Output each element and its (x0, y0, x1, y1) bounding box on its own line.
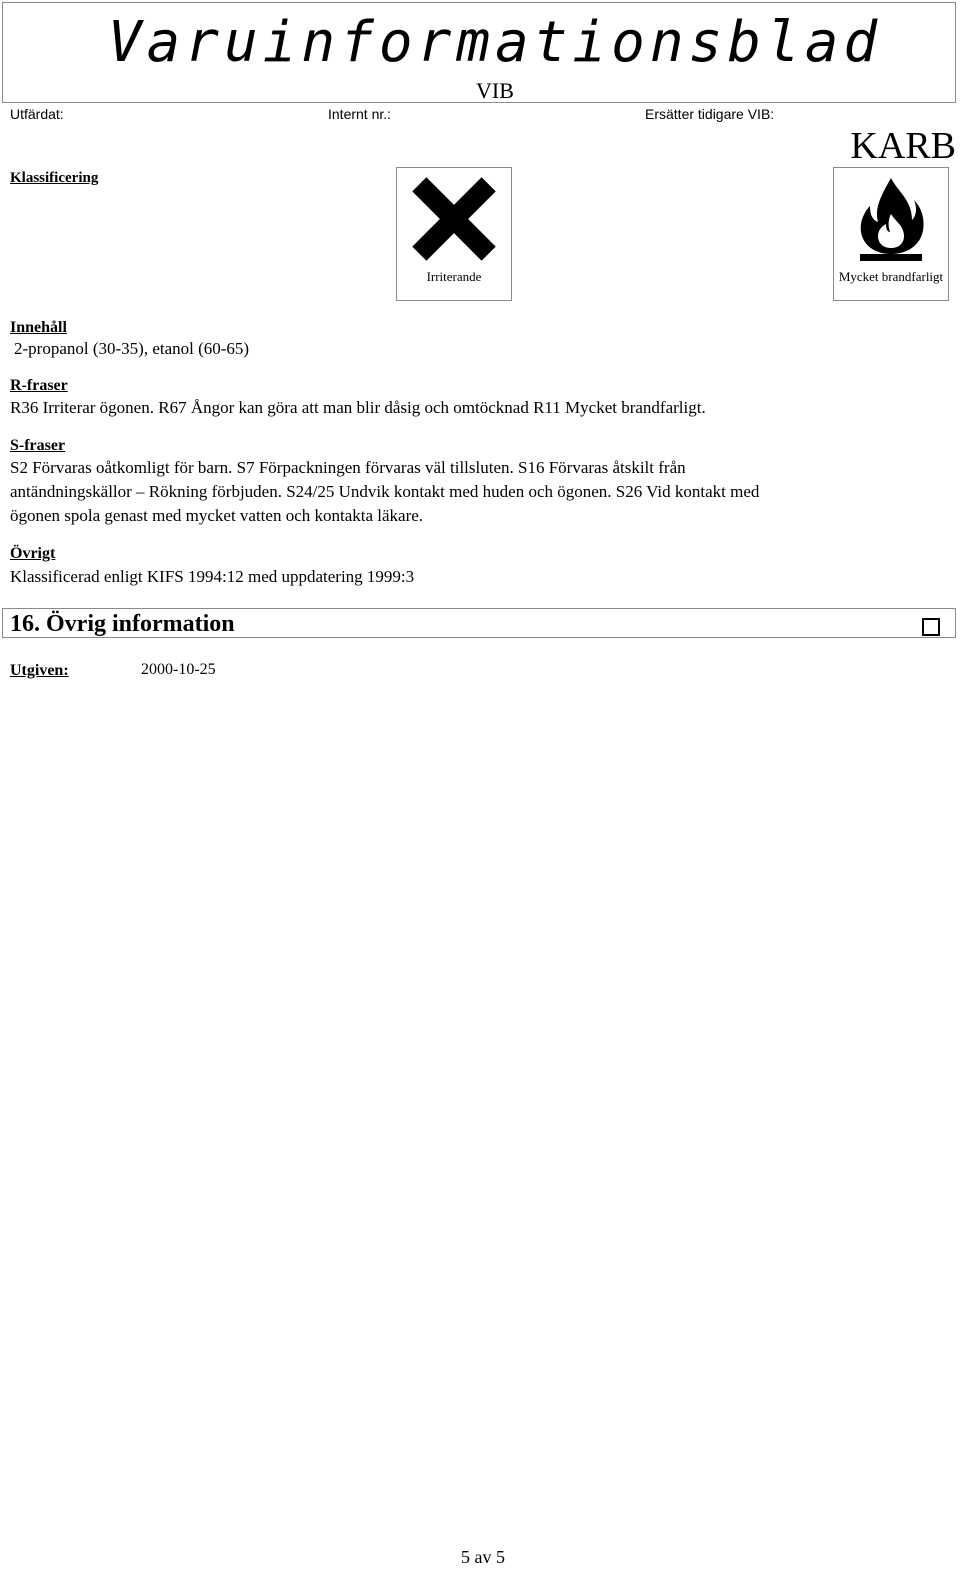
other-text: Klassificerad enligt KIFS 1994:12 med uppdatering 1999:3 (10, 567, 415, 586)
s-phrases-line: S2 Förvaras oåtkomligt för barn. S7 Förpackningen förvaras väl tillsluten. S16 Förvaras åtskilt från (10, 458, 686, 477)
section-16-title: 16. Övrig information (10, 611, 235, 637)
r-phrases-text: R36 Irriterar ögonen. R67 Ångor kan göra att man blir dåsig och omtöcknad R11 Mycket brandfarligt. (10, 398, 706, 417)
replaces-vib-label: Ersätter tidigare VIB: (645, 106, 775, 122)
page-number: 5 av 5 (461, 1547, 505, 1567)
contents-heading: Innehåll (10, 319, 67, 336)
internal-number-label: Internt nr.: (328, 106, 392, 122)
document-subtitle: VIB (476, 78, 514, 103)
issued-label: Utfärdat: (10, 106, 64, 122)
hazard-caption-flammable: Mycket brandfarligt (838, 269, 944, 284)
s-phrases-line: antändningskällor – Rökning förbjuden. S24/25 Undvik kontakt med huden och ögonen. S26 Vid kontakt med (10, 482, 760, 501)
issued-date-label: Utgiven: (10, 662, 69, 679)
issued-date-value: 2000-10-25 (141, 661, 216, 678)
classification-heading: Klassificering (10, 170, 99, 186)
s-phrases-line: ögonen spola genast med mycket vatten och kontakta läkare. (10, 506, 424, 525)
irritant-x-icon (409, 174, 499, 264)
hazard-symbol-irritant (396, 167, 512, 301)
s-phrases-heading: S-fraser (10, 437, 66, 454)
r-phrases-heading: R-fraser (10, 377, 68, 394)
contents-text: 2-propanol (30-35), etanol (60-65) (14, 339, 250, 358)
company-name: KARB (850, 125, 956, 167)
document-title: Varuinformationsblad (107, 10, 883, 75)
section-checkbox[interactable] (922, 618, 940, 636)
hazard-caption-irritant: Irriterande (426, 269, 482, 284)
flame-icon (846, 174, 936, 264)
other-heading: Övrigt (10, 545, 56, 562)
hazard-symbol-flammable (833, 167, 949, 301)
